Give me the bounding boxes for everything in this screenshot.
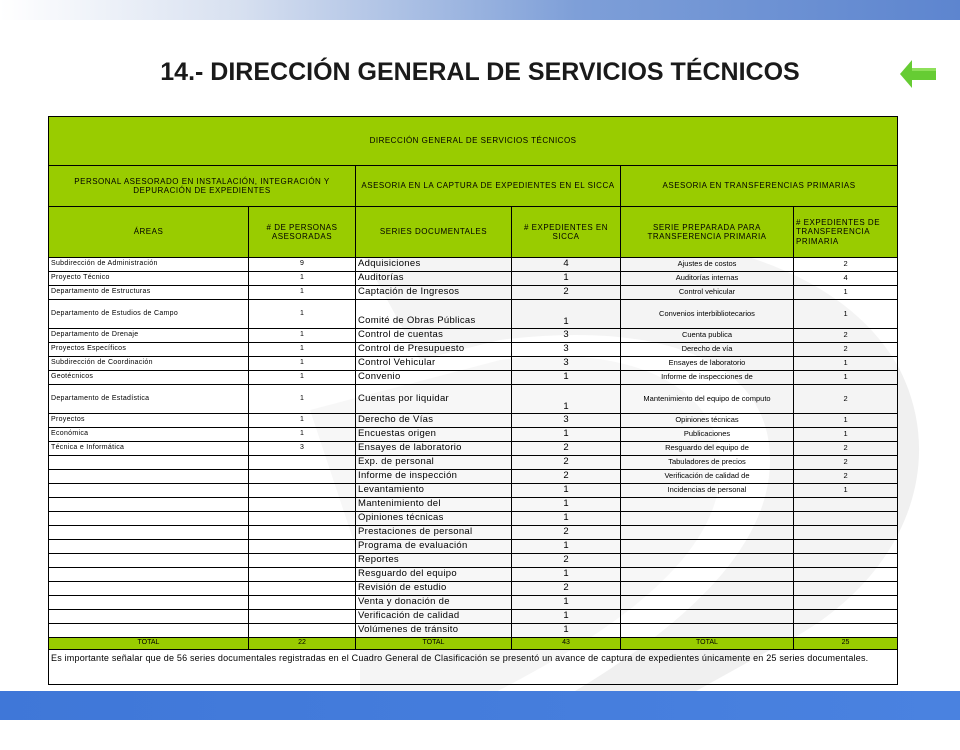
expedientes-cell: 2 (512, 286, 621, 300)
personas-cell: 1 (249, 286, 356, 300)
expedientes-cell: 2 (512, 442, 621, 456)
serie-cell: Verificación de calidad (356, 610, 512, 624)
expedientes-cell: 1 (512, 540, 621, 554)
personas-cell: 1 (249, 329, 356, 343)
area-cell: Proyectos (49, 414, 249, 428)
transferencia-cell: 1 (794, 300, 898, 329)
area-cell: Proyecto Técnico (49, 272, 249, 286)
table-row (49, 343, 898, 357)
serie-preparada-cell: Informe de inspecciones de (621, 371, 794, 385)
transferencia-cell: 1 (794, 428, 898, 442)
expedientes-cell: 1 (512, 498, 621, 512)
transferencia-cell (794, 610, 898, 624)
table-main-header: DIRECCIÓN GENERAL DE SERVICIOS TÉCNICOS (49, 117, 898, 166)
personas-cell: 1 (249, 428, 356, 442)
expedientes-cell: 1 (512, 624, 621, 638)
area-cell (49, 456, 249, 470)
table-row (49, 329, 898, 343)
transferencia-cell: 2 (794, 385, 898, 414)
serie-preparada-cell: Derecho de vía (621, 343, 794, 357)
area-cell: Departamento de Estadística (49, 385, 249, 414)
expedientes-cell: 1 (512, 371, 621, 385)
column-header-areas: ÁREAS (49, 207, 249, 258)
personas-cell (249, 568, 356, 582)
services-table (48, 116, 898, 685)
serie-preparada-cell (621, 610, 794, 624)
total-label: TOTAL (621, 638, 794, 650)
expedientes-cell: 1 (512, 484, 621, 498)
column-header-expedientes-sicca: # EXPEDIENTES EN SICCA (512, 207, 621, 258)
serie-cell: Adquisiciones (356, 258, 512, 272)
personas-cell (249, 554, 356, 568)
expedientes-cell: 2 (512, 470, 621, 484)
serie-preparada-cell (621, 624, 794, 638)
serie-preparada-cell (621, 582, 794, 596)
serie-cell: Ensayes de laboratorio (356, 442, 512, 456)
transferencia-cell (794, 554, 898, 568)
expedientes-cell: 1 (512, 596, 621, 610)
transferencia-cell: 4 (794, 272, 898, 286)
expedientes-cell: 1 (512, 272, 621, 286)
bottom-bar (0, 691, 960, 720)
area-cell: Económica (49, 428, 249, 442)
area-cell: Geotécnicos (49, 371, 249, 385)
note-row (49, 650, 898, 685)
personas-cell: 1 (249, 357, 356, 371)
total-expedientes: 43 (512, 638, 621, 650)
serie-preparada-cell (621, 568, 794, 582)
personas-cell: 1 (249, 385, 356, 414)
transferencia-cell (794, 624, 898, 638)
expedientes-cell: 2 (512, 456, 621, 470)
serie-cell: Comité de Obras Públicas (356, 300, 512, 329)
table-row (49, 428, 898, 442)
table-row (49, 498, 898, 512)
table-row (49, 624, 898, 638)
expedientes-cell: 1 (512, 385, 621, 414)
table-row (49, 512, 898, 526)
transferencia-cell (794, 596, 898, 610)
footnote-text: Es importante señalar que de 56 series documentales registradas en el Cuadro General de Clasificación se presentó un avance de captura de expedientes únicamente en 25 series documentales. (49, 650, 898, 685)
column-header-series: SERIES DOCUMENTALES (356, 207, 512, 258)
personas-cell (249, 582, 356, 596)
expedientes-cell: 2 (512, 554, 621, 568)
transferencia-cell (794, 526, 898, 540)
transferencia-cell: 2 (794, 470, 898, 484)
serie-preparada-cell: Incidencias de personal (621, 484, 794, 498)
serie-cell: Revisión de estudio (356, 582, 512, 596)
area-cell (49, 624, 249, 638)
transferencia-cell: 1 (794, 357, 898, 371)
personas-cell: 1 (249, 300, 356, 329)
column-header-serie-preparada: SERIE PREPARADA PARA TRANSFERENCIA PRIMARIA (621, 207, 794, 258)
serie-cell: Convenio (356, 371, 512, 385)
table-row (49, 596, 898, 610)
serie-preparada-cell: Cuenta publica (621, 329, 794, 343)
personas-cell (249, 526, 356, 540)
serie-cell: Captación de Ingresos (356, 286, 512, 300)
transferencia-cell (794, 582, 898, 596)
serie-cell: Control de cuentas (356, 329, 512, 343)
personas-cell (249, 624, 356, 638)
transferencia-cell: 1 (794, 286, 898, 300)
expedientes-cell: 4 (512, 258, 621, 272)
transferencia-cell: 1 (794, 371, 898, 385)
personas-cell (249, 610, 356, 624)
serie-cell: Derecho de Vías (356, 414, 512, 428)
serie-cell: Prestaciones de personal (356, 526, 512, 540)
serie-preparada-cell: Ensayes de laboratorio (621, 357, 794, 371)
table-row (49, 272, 898, 286)
transferencia-cell (794, 568, 898, 582)
personas-cell: 1 (249, 371, 356, 385)
serie-cell: Programa de evaluación (356, 540, 512, 554)
serie-cell: Mantenimiento del (356, 498, 512, 512)
serie-cell: Exp. de personal (356, 456, 512, 470)
area-cell: Departamento de Drenaje (49, 329, 249, 343)
area-cell: Proyectos Específicos (49, 343, 249, 357)
serie-preparada-cell (621, 498, 794, 512)
personas-cell (249, 512, 356, 526)
serie-cell: Control Vehicular (356, 357, 512, 371)
area-cell (49, 512, 249, 526)
area-cell: Departamento de Estudios de Campo (49, 300, 249, 329)
table-row (49, 582, 898, 596)
personas-cell (249, 470, 356, 484)
transferencia-cell: 1 (794, 414, 898, 428)
expedientes-cell: 3 (512, 357, 621, 371)
serie-cell: Informe de inspección (356, 470, 512, 484)
expedientes-cell: 1 (512, 512, 621, 526)
transferencia-cell (794, 540, 898, 554)
serie-preparada-cell: Convenios interbibliotecarios (621, 300, 794, 329)
serie-preparada-cell: Ajustes de costos (621, 258, 794, 272)
expedientes-cell: 1 (512, 428, 621, 442)
table-row (49, 568, 898, 582)
area-cell: Subdirección de Coordinación (49, 357, 249, 371)
table-row (49, 258, 898, 272)
personas-cell (249, 484, 356, 498)
transferencia-cell: 2 (794, 456, 898, 470)
serie-cell: Control de Presupuesto (356, 343, 512, 357)
transferencia-cell (794, 498, 898, 512)
area-cell (49, 540, 249, 554)
serie-preparada-cell: Control vehicular (621, 286, 794, 300)
table-row (49, 385, 898, 414)
area-cell (49, 498, 249, 512)
area-cell (49, 568, 249, 582)
serie-preparada-cell: Opiniones técnicas (621, 414, 794, 428)
area-cell (49, 610, 249, 624)
expedientes-cell: 3 (512, 343, 621, 357)
serie-cell: Encuestas origen (356, 428, 512, 442)
area-cell (49, 484, 249, 498)
group-header-personal: PERSONAL ASESORADO EN INSTALACIÓN, INTEGRACIÓN Y DEPURACIÓN DE EXPEDIENTES (49, 166, 356, 207)
area-cell (49, 582, 249, 596)
transferencia-cell: 2 (794, 329, 898, 343)
table-row (49, 470, 898, 484)
serie-preparada-cell: Verificación de calidad de (621, 470, 794, 484)
personas-cell: 9 (249, 258, 356, 272)
personas-cell: 1 (249, 343, 356, 357)
total-transferencia: 25 (794, 638, 898, 650)
area-cell (49, 526, 249, 540)
expedientes-cell: 1 (512, 300, 621, 329)
serie-cell: Volúmenes de tránsito (356, 624, 512, 638)
expedientes-cell: 2 (512, 526, 621, 540)
transferencia-cell: 2 (794, 258, 898, 272)
serie-preparada-cell: Resguardo del equipo de (621, 442, 794, 456)
page-title: 14.- DIRECCIÓN GENERAL DE SERVICIOS TÉCNICOS (160, 58, 800, 86)
personas-cell: 1 (249, 272, 356, 286)
personas-cell (249, 540, 356, 554)
expedientes-cell: 3 (512, 414, 621, 428)
expedientes-cell: 3 (512, 329, 621, 343)
expedientes-cell: 1 (512, 568, 621, 582)
personas-cell (249, 456, 356, 470)
personas-cell: 3 (249, 442, 356, 456)
total-label: TOTAL (49, 638, 249, 650)
serie-cell: Reportes (356, 554, 512, 568)
serie-cell: Auditorías (356, 272, 512, 286)
table-row (49, 540, 898, 554)
group-header-sicca: ASESORIA EN LA CAPTURA DE EXPEDIENTES EN EL SICCA (356, 166, 621, 207)
totals-row (49, 638, 898, 650)
top-gradient-bar (0, 0, 960, 20)
column-header-personas: # DE PERSONAS ASESORADAS (249, 207, 356, 258)
table-row (49, 554, 898, 568)
back-arrow-icon[interactable] (900, 58, 936, 90)
table-row (49, 526, 898, 540)
table-row (49, 357, 898, 371)
personas-cell (249, 596, 356, 610)
area-cell: Técnica e Informática (49, 442, 249, 456)
table-row (49, 414, 898, 428)
transferencia-cell: 2 (794, 343, 898, 357)
personas-cell (249, 498, 356, 512)
transferencia-cell: 1 (794, 484, 898, 498)
serie-preparada-cell: Auditorías internas (621, 272, 794, 286)
table-row (49, 286, 898, 300)
serie-preparada-cell: Mantenimiento del equipo de computo (621, 385, 794, 414)
total-label: TOTAL (356, 638, 512, 650)
table-row (49, 610, 898, 624)
serie-preparada-cell: Tabuladores de precios (621, 456, 794, 470)
table-row (49, 442, 898, 456)
serie-cell: Opiniones técnicas (356, 512, 512, 526)
serie-preparada-cell (621, 526, 794, 540)
column-header-expedientes-transferencia: # EXPEDIENTES DE TRANSFERENCIA PRIMARIA (794, 207, 898, 258)
group-header-transferencias: ASESORIA EN TRANSFERENCIAS PRIMARIAS (621, 166, 898, 207)
personas-cell: 1 (249, 414, 356, 428)
serie-cell: Resguardo del equipo (356, 568, 512, 582)
serie-preparada-cell: Publicaciones (621, 428, 794, 442)
area-cell (49, 554, 249, 568)
area-cell: Departamento de Estructuras (49, 286, 249, 300)
expedientes-cell: 2 (512, 582, 621, 596)
serie-preparada-cell (621, 554, 794, 568)
serie-preparada-cell (621, 540, 794, 554)
transferencia-cell: 2 (794, 442, 898, 456)
table-row (49, 371, 898, 385)
serie-cell: Levantamiento (356, 484, 512, 498)
serie-preparada-cell (621, 596, 794, 610)
total-personas: 22 (249, 638, 356, 650)
table-row (49, 300, 898, 329)
area-cell (49, 470, 249, 484)
area-cell: Subdirección de Administración (49, 258, 249, 272)
table-row (49, 484, 898, 498)
serie-cell: Cuentas por liquidar (356, 385, 512, 414)
serie-cell: Venta y donación de (356, 596, 512, 610)
table-row (49, 456, 898, 470)
serie-preparada-cell (621, 512, 794, 526)
area-cell (49, 596, 249, 610)
transferencia-cell (794, 512, 898, 526)
expedientes-cell: 1 (512, 610, 621, 624)
